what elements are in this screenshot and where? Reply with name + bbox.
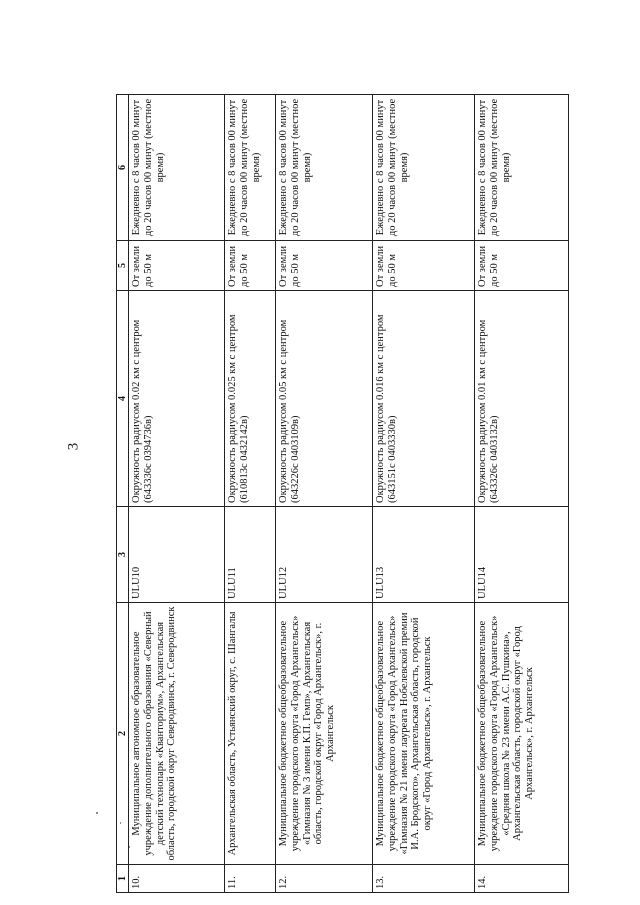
table-row (475, 95, 569, 893)
header-col-3: 3 (117, 507, 129, 603)
altitude-range: От земли до 50 м (276, 241, 373, 291)
zone-description: Окружность радиусом 0.016 км с центром (643151с 0403330в) (373, 291, 475, 507)
airspace-zones-table (116, 94, 569, 893)
row-number: 13. (373, 865, 475, 893)
organization-name: Муниципальное бюджетное общеобразовательное учреждение городского округа «Город Архангельск» «Средняя школа № 23 имени А.С. Пушкина», Архангельская область, городской округ «Город Архангельск», г. Архангельск (475, 603, 569, 865)
altitude-range: От земли до 50 м (225, 241, 276, 291)
zone-description: Окружность радиусом 0.025 км с центром (610813с 0432142в) (225, 291, 276, 507)
rotated-table-container (116, 95, 568, 893)
organization-name: Муниципальное бюджетное общеобразовательное учреждение городского округа «Город Архангельск» «Гимназия № 21 имени лауреата Нобелевской премии И.А. Бродского», Архангельская область, городской округ «Город Архангельск», г. Архангельск (373, 603, 475, 865)
operating-time: Ежедневно с 8 часов 00 минут до 20 часов 00 минут (местное время) (129, 95, 225, 241)
organization-name: Архангельская область, Устьянский округ, с. Шангалы (225, 603, 276, 865)
operating-time: Ежедневно с 8 часов 00 минут до 20 часов 00 минут (местное время) (373, 95, 475, 241)
page-number: 3 (65, 442, 82, 451)
header-col-2: 2 (117, 603, 129, 865)
row-number: 10. (129, 865, 225, 893)
table-row (129, 95, 225, 893)
zone-code: ULU10 (129, 507, 225, 603)
row-number: 14. (475, 865, 569, 893)
table-row (225, 95, 276, 893)
zone-description: Окружность радиусом 0.05 км с центром (643226с 0403109в) (276, 291, 373, 507)
scan-speck (96, 812, 98, 814)
table-row (373, 95, 475, 893)
operating-time: Ежедневно с 8 часов 00 минут до 20 часов 00 минут (местное время) (276, 95, 373, 241)
altitude-range: От земли до 50 м (373, 241, 475, 291)
zone-code: ULU11 (225, 507, 276, 603)
altitude-range: От земли до 50 м (475, 241, 569, 291)
organization-name: Муниципальное бюджетное общеобразовательное учреждение городского округа «Город Архангельск» «Гимназия № 3 имени К.П. Гемп», Архангельская область, городской округ «Город Архангельск», г. Архангельск (276, 603, 373, 865)
zone-code: ULU12 (276, 507, 373, 603)
altitude-range: От земли до 50 м (129, 241, 225, 291)
table-header-row (117, 95, 129, 893)
zone-code: ULU14 (475, 507, 569, 603)
zone-description: Окружность радиусом 0.01 км с центром (643326с 0403132в) (475, 291, 569, 507)
zone-code: ULU13 (373, 507, 475, 603)
table-row (276, 95, 373, 893)
header-col-4: 4 (117, 291, 129, 507)
organization-name: Муниципальное автономное образовательное учреждение дополнительного образования «Северный детский технопарк «Кванториум», Архангельская область, городской округ Северодвинск, г. Северодвинск (129, 603, 225, 865)
row-number: 11. (225, 865, 276, 893)
header-col-1: 1 (117, 865, 129, 893)
row-number: 12. (276, 865, 373, 893)
operating-time: Ежедневно с 8 часов 00 минут до 20 часов 00 минут (местное время) (475, 95, 569, 241)
header-col-6: 6 (117, 95, 129, 241)
operating-time: Ежедневно с 8 часов 00 минут до 20 часов 00 минут (местное время) (225, 95, 276, 241)
zone-description: Окружность радиусом 0.02 км с центром (643336с 0394736в) (129, 291, 225, 507)
header-col-5: 5 (117, 241, 129, 291)
